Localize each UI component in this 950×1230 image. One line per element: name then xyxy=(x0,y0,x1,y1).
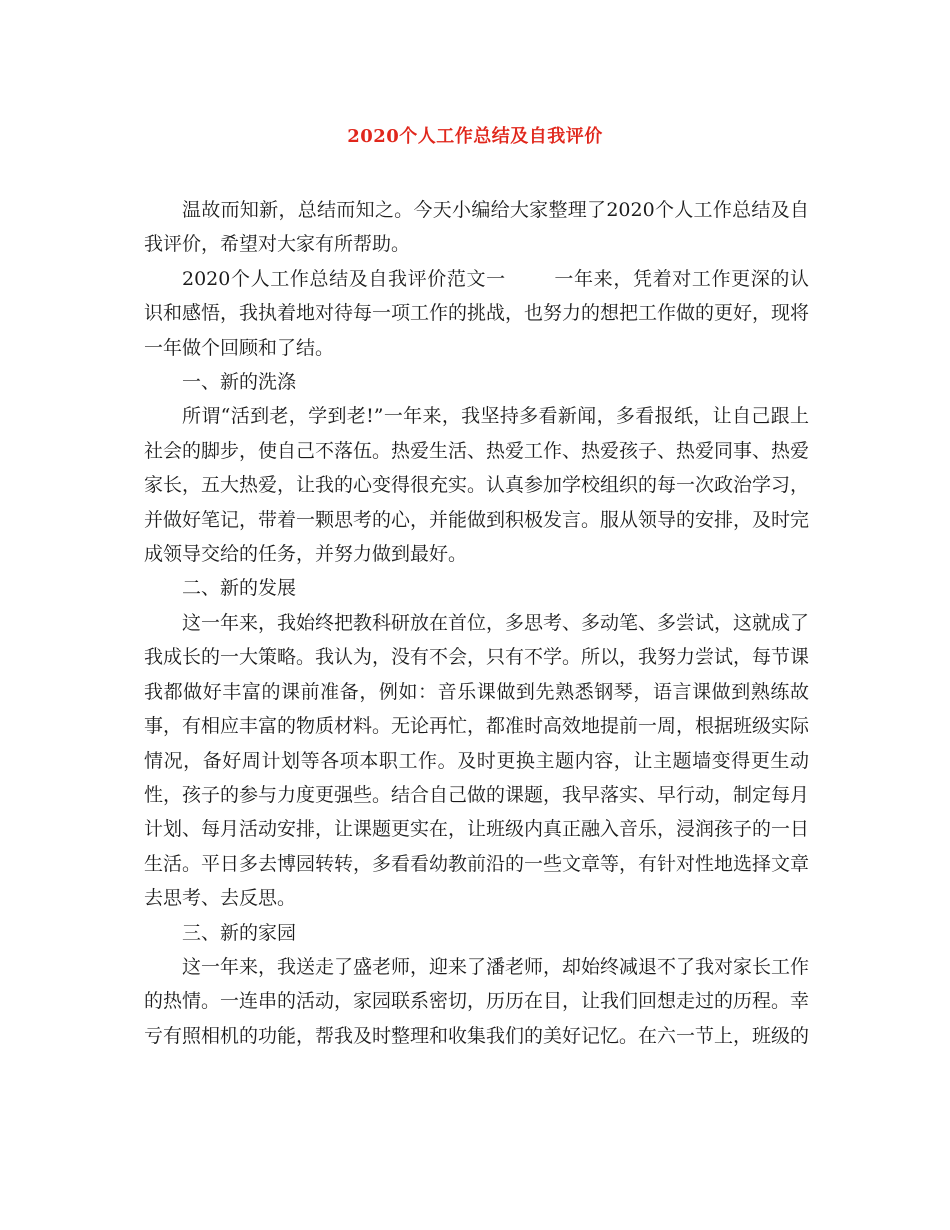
section-2-body: 这一年来，我始终把教科研放在首位，多思考、多动笔、多尝试，这就成了我成长的一大策略。我认为，没有不会，只有不学。所以，我努力尝试，每节课我都做好丰富的课前准备，例如：音乐课做到先熟悉钢琴，语言课做到熟练故事，有相应丰富的物质材料。无论再忙，都准时高效地提前一周，根据班级实际情况，备好周计划等各项本职工作。及时更换主题内容，让主题墙变得更生动性，孩子的参与力度更强些。结合自己做的课题，我早落实、早行动，制定每月计划、每月活动安排，让课题更实在，让班级内真正融入音乐，浸润孩子的一日生活。平日多去博园转转，多看看幼教前沿的一些文章等，有针对性地选择文章去思考、去反思。 xyxy=(144,611,810,910)
section-1-heading: 一、新的洗涤 xyxy=(182,371,297,394)
intro-paragraph: 温故而知新，总结而知之。今天小编给大家整理了2020个人工作总结及自我评价，希望对大家有所帮助。 xyxy=(144,199,809,256)
document-title: 2020个人工作总结及自我评价 xyxy=(347,126,603,147)
section-1-body: 所谓“活到老，学到老!”一年来，我坚持多看新闻，多看报纸，让自己跟上社会的脚步，使自己不落伍。热爱生活、热爱工作、热爱孩子、热爱同事、热爱家长，五大热爱，让我的心变得很充实。认真参加学校组织的每一次政治学习，并做好笔记，带着一颗思考的心，并能做到积极发言。服从领导的安排，及时完成领导交给的任务，并努力做到最好。 xyxy=(144,405,810,566)
sample-intro: 一年来，凭着对工作更深的认识和感悟，我执着地对待每一项工作的挑战，也努力的想把工作做的更好，现将一年做个回顾和了结。 xyxy=(144,267,810,359)
section-2-heading: 二、新的发展 xyxy=(182,577,297,600)
sample-paragraph xyxy=(144,262,809,365)
section-3-body: 这一年来，我送走了盛老师，迎来了潘老师，却始终减退不了我对家长工作的热情。一连串的活动，家园联系密切，历历在目，让我们回想走过的历程。幸亏有照相机的功能，帮我及时整理和收集我们的美好记忆。在六一节上，班级的 xyxy=(144,955,810,1047)
section-3-heading: 三、新的家园 xyxy=(182,921,297,944)
document-body xyxy=(144,193,809,1053)
sample-label: 2020个人工作总结及自我评价范文一 xyxy=(182,267,506,290)
